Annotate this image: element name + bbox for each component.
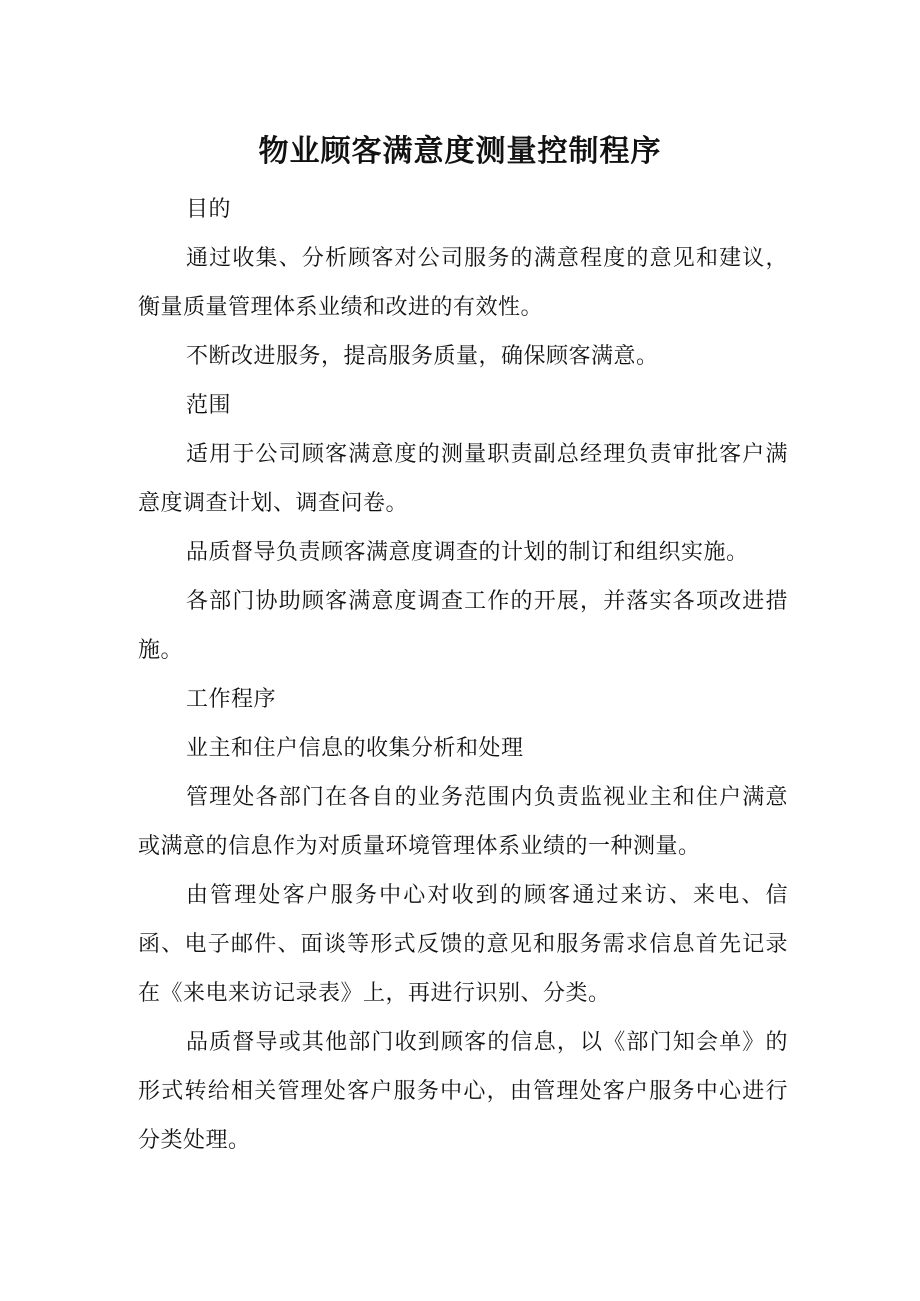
paragraph-scope-1: 适用于公司顾客满意度的测量职责副总经理负责审批客户满意度调查计划、调查问卷。: [138, 442, 788, 516]
document-title: 物业顾客满意度测量控制程序: [258, 134, 662, 169]
paragraph-procedure-2: 由管理处客户服务中心对收到的顾客通过来访、来电、信函、电子邮件、面谈等形式反馈的意见和服务需求信息首先记录在《来电来访记录表》上，再进行识别、分类。: [138, 883, 788, 1006]
heading-procedure: 工作程序: [186, 687, 277, 712]
paragraph-scope-2: 品质督导负责顾客满意度调查的计划的制订和组织实施。: [186, 540, 749, 565]
paragraph-purpose-1: 通过收集、分析顾客对公司服务的满意程度的意见和建议，衡量质量管理体系业绩和改进的有效性。: [138, 246, 788, 320]
paragraph-procedure-1: 管理处各部门在各自的业务范围内负责监视业主和住户满意或满意的信息作为对质量环境管理体系业绩的一种测量。: [138, 785, 788, 859]
paragraph-procedure-3: 品质督导或其他部门收到顾客的信息，以《部门知会单》的形式转给相关管理处客户服务中心，由管理处客户服务中心进行分类处理。: [138, 1030, 788, 1153]
paragraph-scope-3: 各部门协助顾客满意度调查工作的开展，并落实各项改进措施。: [138, 589, 788, 663]
document-body: [138, 185, 788, 1165]
heading-scope: 范围: [186, 393, 232, 418]
heading-purpose: 目的: [186, 197, 232, 222]
paragraph-purpose-2: 不断改进服务，提高服务质量，确保顾客满意。: [186, 344, 659, 369]
subheading-info-collection: 业主和住户信息的收集分析和处理: [186, 736, 524, 761]
